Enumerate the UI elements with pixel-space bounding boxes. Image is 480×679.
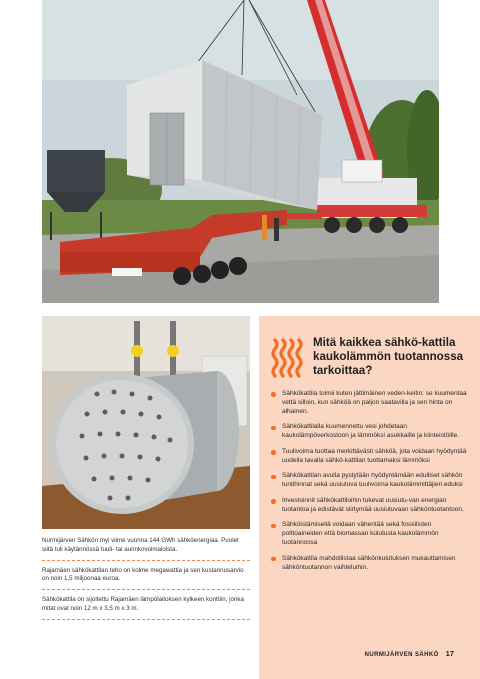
electric-boiler-photo xyxy=(42,316,250,529)
photo-captions xyxy=(42,537,250,626)
caption-power: Rajamäen sähkökattilan teho on kolme megawattia ja sen kustannusarvio on noin 1,5 miljoonaa euroa. xyxy=(42,566,244,583)
info-bullet: Sähkökattila toimii kuten jättimäinen veden-keitin: se kuumentaa vettä silloin, kun sähköä on paljon saatavilla ja sen hinta on alhainen. xyxy=(271,390,468,417)
crane-lift-photo xyxy=(42,0,439,303)
info-bullet-list xyxy=(271,390,468,573)
caption-divider xyxy=(42,589,250,590)
info-bullet: Sähkökattila mahdollistaa sähkönkulutuksen mukauttamisen sähköntuotannon vaihteluihin. xyxy=(271,555,468,573)
info-bullet: Tuulivoima tuottaa merkittävästi sähköä, jota voidaan hyödyntää uudella tavalla sähkö-kattilan tuottamaksi lämmöksi xyxy=(271,448,468,466)
info-header xyxy=(271,336,468,378)
info-bullet: Sähkökattilan avulla pystytään hyödyntämään edulliset sähkön tuntihinnat sekä uusiutuva tuulivoima kaukolämmittäjien eduksi xyxy=(271,472,468,490)
info-bullet: Sähköistämisellä voidaan vähentää sekä fossiilisten polttoaineiden että biomassan kulutusta kaukolämmön tuotannossa xyxy=(271,521,468,548)
caption-energy: Nurmijärven Sähkön myi viime vuonna 144 GWh sähköenergiaa. Puolet siitä tuli käytännössä tuuli- tai aurinkovoimaloista. xyxy=(42,537,239,553)
caption-divider xyxy=(42,560,250,561)
page-footer xyxy=(365,649,454,658)
info-bullet: Sähkökattilalla kuumennettu vesi johdetaan kaukolämpöverkostoon ja lämmöksi asukkaille ja kiinteistöille. xyxy=(271,423,468,441)
caption-location: Sähkökattila on sijoitettu Rajamäen lämpölaitoksen kylkeen konttiin, jonka mitat ovat noin 12 m x 3,5 m x 3 m. xyxy=(42,596,244,612)
caption-divider xyxy=(42,619,250,620)
info-bullet: Investoinnit sähkökattiloihin tukevat uusiutu-van energian tuotantoa ja edistävät siirtymää uusiutuvaan sähköntuotantoon. xyxy=(271,497,468,515)
wave-lines-icon xyxy=(271,338,305,378)
info-title: Mitä kaikkea sähkö-kattila kaukolämmön tuotannossa tarkoittaa? xyxy=(313,336,464,377)
info-box xyxy=(259,316,480,679)
footer-brand: NURMIJÄRVEN SÄHKÖ xyxy=(364,652,439,658)
page-number: 17 xyxy=(445,649,454,658)
